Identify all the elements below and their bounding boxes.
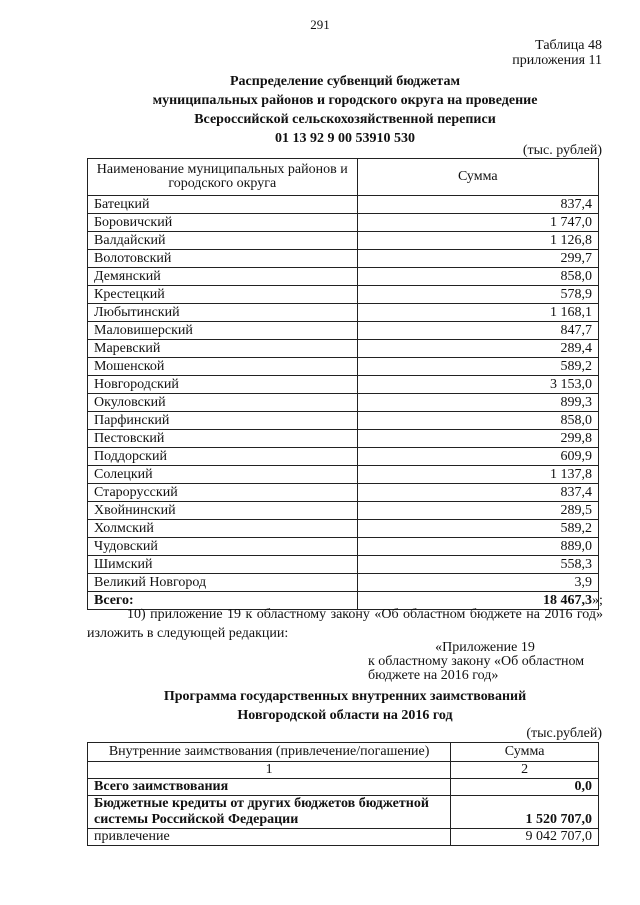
district-name: Великий Новгород — [88, 574, 358, 592]
table-row — [88, 412, 599, 430]
district-name: Демянский — [88, 268, 358, 286]
section1-title-line: муниципальных районов и городского округа на проведение — [152, 93, 538, 108]
borrowings-body — [88, 779, 599, 846]
district-sum: 847,7 — [357, 322, 598, 340]
borrowings-row — [88, 779, 599, 796]
district-sum: 578,9 — [357, 286, 598, 304]
section1-units: (тыс. рублей) — [522, 143, 602, 158]
district-sum: 1 126,8 — [357, 232, 598, 250]
district-sum: 3 153,0 — [357, 376, 598, 394]
section1-title-line: Всероссийской сельскохозяйственной переписи — [194, 112, 496, 127]
borrowings-sum: 1 520 707,0 — [451, 796, 599, 829]
district-name: Боровичский — [88, 214, 358, 232]
section1-title — [45, 72, 640, 148]
table-row — [88, 520, 599, 538]
borrowings-row — [88, 829, 599, 846]
borrowings-name: привлечение — [88, 829, 451, 846]
district-name: Валдайский — [88, 232, 358, 250]
table-row — [88, 448, 599, 466]
district-name: Парфинский — [88, 412, 358, 430]
table-row — [88, 358, 599, 376]
header-sum: Сумма — [357, 159, 598, 196]
district-name: Старорусский — [88, 484, 358, 502]
district-name: Батецкий — [88, 196, 358, 214]
district-sum: 858,0 — [357, 268, 598, 286]
table-row — [88, 196, 599, 214]
district-sum: 589,2 — [357, 358, 598, 376]
appendix-reference — [368, 641, 602, 683]
table-row — [88, 232, 599, 250]
page-number: 291 — [310, 17, 330, 32]
table-row — [88, 268, 599, 286]
district-name: Волотовский — [88, 250, 358, 268]
table-row — [88, 466, 599, 484]
district-name: Шимский — [88, 556, 358, 574]
borrowings-header-sum: Сумма — [451, 743, 599, 762]
header-name: Наименование муниципальных районов и городского округа — [88, 159, 358, 196]
district-sum: 837,4 — [357, 196, 598, 214]
district-sum: 889,0 — [357, 538, 598, 556]
table-row — [88, 250, 599, 268]
section2-title-line: Программа государственных внутренних заимствований — [163, 689, 527, 704]
appendix-reference-line3: бюджете на 2016 год» — [368, 668, 499, 683]
section1-title-line: 01 13 92 9 00 53910 530 — [275, 131, 415, 146]
borrowings-header-row — [88, 743, 599, 762]
section1-title-line: Распределение субвенций бюджетам — [230, 74, 460, 89]
district-name: Любытинский — [88, 304, 358, 322]
district-sum: 858,0 — [357, 412, 598, 430]
district-name: Новгородский — [88, 376, 358, 394]
table-header-row — [88, 159, 599, 196]
table-row — [88, 430, 599, 448]
district-sum: 1 168,1 — [357, 304, 598, 322]
district-sum: 299,7 — [357, 250, 598, 268]
district-name: Чудовский — [88, 538, 358, 556]
table-reference-line1: Таблица 48 — [535, 38, 602, 53]
appendix-reference-line1: «Приложение 19 — [435, 640, 535, 655]
district-sum: 609,9 — [357, 448, 598, 466]
district-name: Пестовский — [88, 430, 358, 448]
appendix-reference-line2: к областному закону «Об областном — [368, 654, 585, 669]
borrowings-header-name: Внутренние заимствования (привлечение/погашение) — [88, 743, 451, 762]
district-sum: 1 137,8 — [357, 466, 598, 484]
district-name: Поддорский — [88, 448, 358, 466]
subventions-table — [87, 158, 603, 610]
table-row — [88, 304, 599, 322]
borrowings-index-name: 1 — [88, 762, 451, 779]
borrowings-row — [88, 796, 599, 829]
table-row — [88, 574, 599, 592]
table-row — [88, 286, 599, 304]
district-name: Солецкий — [88, 466, 358, 484]
borrowings-sum: 9 042 707,0 — [451, 829, 599, 846]
table-row — [88, 376, 599, 394]
table-row — [88, 484, 599, 502]
district-name: Холмский — [88, 520, 358, 538]
district-sum: 289,4 — [357, 340, 598, 358]
table-row — [88, 502, 599, 520]
section2-title-line: Новгородской области на 2016 год — [237, 708, 453, 723]
district-sum: 899,3 — [357, 394, 598, 412]
amendment-paragraph: 10) приложение 19 к областному закону «Об областном бюджете на 2016 год» изложить в следующей редакции: — [87, 607, 603, 641]
section2-title — [45, 687, 640, 725]
district-sum: 289,5 — [357, 502, 598, 520]
borrowings-name: Бюджетные кредиты от других бюджетов бюджетной системы Российской Федерации — [88, 796, 451, 829]
table-row — [88, 340, 599, 358]
borrowings-table — [87, 742, 599, 846]
table-reference — [512, 38, 602, 68]
district-name: Хвойнинский — [88, 502, 358, 520]
total-label: Всего: — [88, 592, 358, 610]
district-name: Маловишерский — [88, 322, 358, 340]
borrowings-name: Всего заимствования — [88, 779, 451, 796]
district-sum: 558,3 — [357, 556, 598, 574]
table-reference-line2: приложения 11 — [512, 53, 602, 68]
total-sum: 18 467,3 — [543, 593, 592, 608]
borrowings-index-row — [88, 762, 599, 779]
table-row — [88, 538, 599, 556]
district-name: Окуловский — [88, 394, 358, 412]
table-row — [88, 322, 599, 340]
table-row — [88, 394, 599, 412]
district-sum: 837,4 — [357, 484, 598, 502]
subventions-body — [88, 196, 599, 592]
district-sum: 3,9 — [357, 574, 598, 592]
section2-units: (тыс.рублей) — [526, 726, 602, 741]
total-suffix: »; — [592, 593, 603, 608]
district-sum: 589,2 — [357, 520, 598, 538]
district-sum: 1 747,0 — [357, 214, 598, 232]
table-row — [88, 556, 599, 574]
borrowings-sum: 0,0 — [451, 779, 599, 796]
district-name: Мошенской — [88, 358, 358, 376]
district-sum: 299,8 — [357, 430, 598, 448]
table-row — [88, 214, 599, 232]
district-name: Маревский — [88, 340, 358, 358]
district-name: Крестецкий — [88, 286, 358, 304]
borrowings-index-sum: 2 — [451, 762, 599, 779]
